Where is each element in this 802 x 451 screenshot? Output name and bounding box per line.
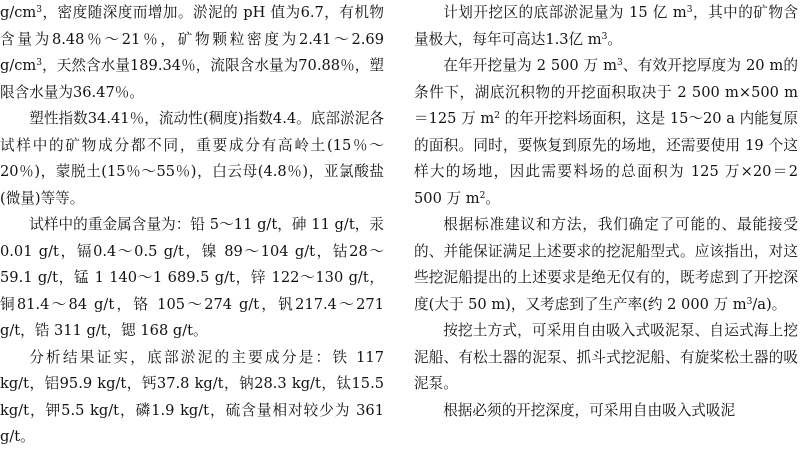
paragraph: 塑性指数34.41％，流动性(稠度)指数4.4。底部淤泥各试样中的矿物成分都不同，重要成分有高岭土(15％～20％)，蒙脱土(15％～55％)，白云母(4.8％)，亚氯酸盐(微量)等等。 bbox=[0, 110, 384, 207]
paragraph: 试样中的重金属含量为：铅 5～11 g/t，砷 11 g/t，汞0.01 g/t，镉0.4～0.5 g/t，镍 89～104 g/t，钴28～59.1 g/t，锰 1 140～1 689.5 g/t，锌 122～130 g/t，铜81.4～84 g/t，铬 105～274 g/t，钒217.4～271 g/t，锆 311 g/t，锶 168 g/t。 bbox=[0, 216, 384, 339]
right-column bbox=[414, 0, 798, 424]
paragraph: 在年开挖量为 2 500 万 $m^3$、有效开挖厚度为 20 m的条件下，湖底沉积物的开挖面积取决于 2 500 m×500 m＝125 万 $m^2$ 的年开挖料场面积，这是 15～20 a 内能复原的面积。同时，要恢复到原先的场地，还需要使用 19 个这样大的场地，因此需要料场的总面积为 125 万×20＝2 500 万 $m^2$。 bbox=[414, 57, 798, 207]
paragraph: 根据标准建议和方法，我们确定了可能的、最能接受的、并能保证满足上述要求的挖泥船型式。应该指出，对这些挖泥船提出的上述要求是绝无仅有的，既考虑到了开挖深度(大于 50 m)，又考虑到了生产率(约 2 000 万 $m^3/a$)。 bbox=[414, 216, 798, 313]
paragraph: 按挖土方式，可采用自由吸入式吸泥泵、自运式海上挖泥船、有松土器的泥泵、抓斗式挖泥船、有旋桨松土器的吸泥泵。 bbox=[414, 322, 798, 392]
paragraph: 根据必须的开挖深度，可采用自由吸入式吸泥 bbox=[443, 401, 736, 419]
paragraph: $g/cm^3$，密度随深度而增加。淤泥的 pH 值为6.7，有机物含量为8.48％～21％，矿物颗粒密度为2.41～2.69 $g/cm^3$，天然含水量189.34％，流限含水量为70.88％，塑限含水量为36.47％。 bbox=[0, 4, 384, 101]
left-column bbox=[0, 0, 384, 451]
paragraph: 计划开挖区的底部淤泥量为 15 亿 $m^3$，其中的矿物含量极大，每年可高达1.3亿 $m^3$。 bbox=[414, 4, 798, 48]
paragraph: 分析结果证实，底部淤泥的主要成分是：铁 117 kg/t，铝95.9 kg/t，钙37.8 kg/t，钠28.3 kg/t，钛15.5 kg/t，钾5.5 kg/t，磷1.9 kg/t，硫含量相对较少为 361 g/t。 bbox=[0, 348, 384, 445]
